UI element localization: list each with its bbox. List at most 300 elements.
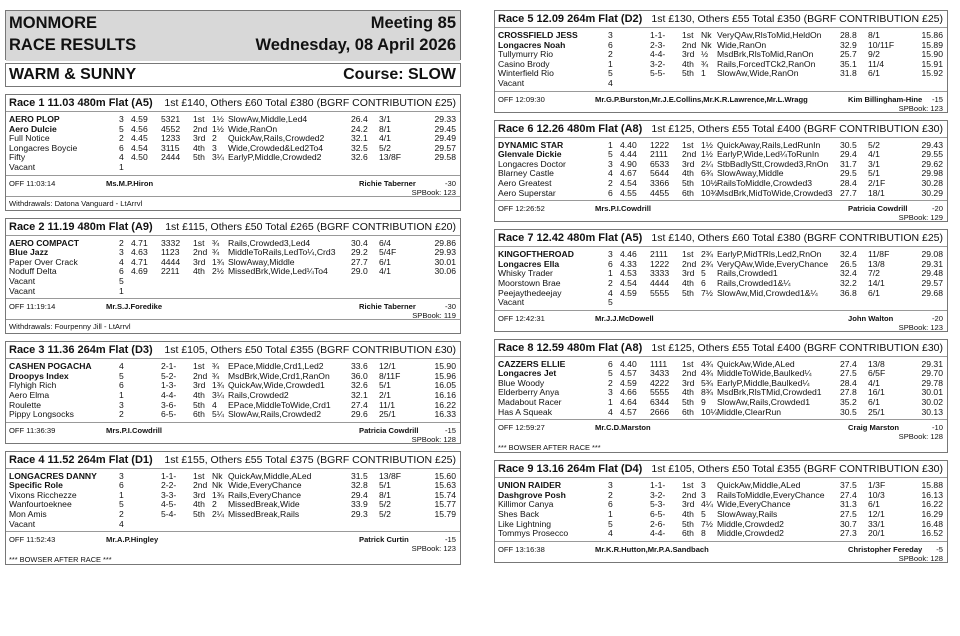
race-comment: QuickAw,Middle,ALed bbox=[717, 480, 801, 491]
trap-number: 4 bbox=[608, 168, 613, 179]
finish-margin: ¾ bbox=[212, 247, 220, 258]
sectional-positions: 1222 bbox=[650, 139, 670, 150]
runner-weight: 4.54 bbox=[131, 142, 148, 153]
runner-row bbox=[495, 189, 947, 199]
sectional-positions: 5321 bbox=[161, 114, 181, 124]
finish-time: 16.48 bbox=[921, 518, 943, 529]
race-comment: VeryQAw,RlsToMid,HeldOn bbox=[717, 30, 822, 40]
trap-number: 1 bbox=[608, 509, 613, 520]
finish-time: 29.86 bbox=[434, 237, 456, 248]
race-title: Race 3 11.36 264m Flat (D3) bbox=[9, 344, 153, 357]
race-prizes: 1st £155, Others £55 Total £375 (BGRF CONTRIBUTION £25) bbox=[164, 453, 456, 466]
finish-time: 16.52 bbox=[921, 528, 943, 539]
finish-margin: ¾ bbox=[212, 237, 220, 248]
trap-number: 3 bbox=[119, 399, 124, 410]
finish-margin: 10¾ bbox=[701, 187, 718, 198]
starting-price: 12/1 bbox=[379, 361, 396, 372]
finish-position: 2nd bbox=[193, 123, 208, 134]
runner-list bbox=[495, 138, 947, 201]
finish-position: 2nd bbox=[193, 370, 208, 381]
starting-price: 5/2 bbox=[379, 499, 391, 510]
runner-name: Paper Over Crack bbox=[9, 256, 78, 267]
runner-weight: 4.64 bbox=[620, 397, 637, 408]
race-card bbox=[494, 460, 948, 563]
runner-list bbox=[495, 357, 947, 420]
favourite-margin: -30 bbox=[445, 178, 456, 188]
starting-price: 5/2 bbox=[868, 139, 880, 150]
trap-number: 4 bbox=[119, 256, 124, 267]
finish-margin: Nk bbox=[212, 480, 223, 491]
finish-time: 15.86 bbox=[921, 30, 943, 40]
runner-name: Flyhigh Rich bbox=[9, 380, 57, 391]
finish-position: 4th bbox=[193, 389, 205, 400]
trap-number: 2 bbox=[608, 377, 613, 388]
starting-price: 6/1 bbox=[868, 287, 880, 298]
race-comment: MissedBrk,Wide,Led¼To4 bbox=[228, 266, 328, 277]
sectional-positions: 2111 bbox=[650, 249, 668, 260]
favourite-margin: -15 bbox=[445, 425, 456, 435]
right-column bbox=[494, 10, 948, 563]
sectional-time: 27.4 bbox=[840, 358, 857, 369]
runner-name: Blue Woody bbox=[498, 377, 545, 388]
sectional-time: 27.4 bbox=[351, 399, 368, 410]
trainer-name: Craig Marston bbox=[848, 423, 900, 433]
trap-number: 4 bbox=[608, 528, 613, 539]
sp-book: SPBook: 123 bbox=[411, 187, 456, 197]
race-title: Race 7 12.42 480m Flat (A5) bbox=[498, 232, 643, 245]
runner-name: Longacres Jet bbox=[498, 368, 557, 379]
finish-position: 1st bbox=[193, 237, 205, 248]
finish-margin: 1½ bbox=[212, 114, 224, 124]
finish-position: 2nd bbox=[193, 480, 208, 491]
finish-time: 16.05 bbox=[434, 380, 456, 391]
race-comment: Rails,ForcedTCk2,RanOn bbox=[717, 58, 816, 69]
race-comment: QuickAway,Rails,LedRunIn bbox=[717, 139, 821, 150]
starting-price: 12/1 bbox=[868, 509, 885, 520]
race-comment: VeryQAw,Wide,EveryChance bbox=[717, 258, 829, 269]
sectional-positions: 5-5- bbox=[650, 68, 666, 79]
finish-margin: ¾ bbox=[212, 361, 220, 372]
finish-time: 29.58 bbox=[434, 152, 456, 163]
finish-margin: 2¾ bbox=[701, 258, 713, 269]
race-comment: Middle,Crowded2 bbox=[717, 528, 784, 539]
finish-time: 15.90 bbox=[921, 49, 943, 60]
finish-margin: ½ bbox=[701, 49, 709, 60]
sectional-positions: 3-6- bbox=[161, 399, 177, 410]
starting-price: 6/5F bbox=[868, 368, 886, 379]
starting-price: 13/8 bbox=[868, 358, 885, 369]
race-footer bbox=[6, 422, 460, 443]
runner-list bbox=[6, 469, 460, 532]
race-comment: EarlyP,MidTRls,Led2,RnOn bbox=[717, 249, 822, 260]
results-title: RACE RESULTS bbox=[9, 36, 137, 54]
finish-position: 4th bbox=[682, 168, 694, 179]
race-comment: SlowAway,Rails bbox=[717, 509, 778, 520]
race-comment: Rails,Crowded1&¼ bbox=[717, 277, 791, 288]
trainers: Mrs.P.I.Cowdrill bbox=[106, 425, 162, 435]
finish-position: 3rd bbox=[682, 499, 695, 510]
sectional-positions: 4-5- bbox=[161, 499, 177, 510]
sectional-time: 30.7 bbox=[840, 518, 857, 529]
finish-margin: 2¼ bbox=[212, 509, 224, 520]
off-time: OFF 11:36:39 bbox=[9, 425, 56, 435]
sectional-time: 27.8 bbox=[840, 387, 857, 398]
course-condition: Course: SLOW bbox=[343, 66, 456, 83]
finish-position: 2nd bbox=[682, 368, 697, 379]
starting-price: 13/8F bbox=[379, 470, 401, 481]
sectional-time: 24.2 bbox=[351, 123, 368, 134]
trap-number: 6 bbox=[119, 480, 124, 491]
finish-margin: 1½ bbox=[701, 139, 713, 150]
sectional-time: 36.8 bbox=[840, 287, 857, 298]
finish-position: 5th bbox=[682, 177, 694, 188]
sectional-time: 30.5 bbox=[840, 139, 857, 150]
race-footer bbox=[495, 91, 947, 112]
starting-price: 6/1 bbox=[868, 499, 880, 510]
favourite-margin: -30 bbox=[445, 302, 456, 312]
finish-position: 2nd bbox=[193, 247, 208, 258]
trap-number: 3 bbox=[119, 247, 124, 258]
trainers: Mr.C.D.Marston bbox=[595, 423, 651, 433]
sectional-time: 26.5 bbox=[840, 258, 857, 269]
starting-price: 10/3 bbox=[868, 489, 885, 500]
sectional-time: 35.1 bbox=[840, 58, 857, 69]
race-footer bbox=[495, 200, 947, 221]
finish-position: 4th bbox=[682, 277, 694, 288]
finish-time: 30.02 bbox=[921, 397, 943, 408]
starting-price: 5/1 bbox=[379, 380, 391, 391]
withdrawals: Withdrawals: Datona Vanguard - LtArrvl bbox=[6, 196, 460, 210]
runner-name: Longacres Ella bbox=[498, 258, 560, 269]
runner-weight: 4.63 bbox=[131, 247, 148, 258]
race-comment: Middle,ClearRun bbox=[717, 406, 782, 417]
runner-name: CASHEN POGACHA bbox=[9, 361, 92, 372]
runner-row bbox=[495, 79, 947, 89]
race-comment: Wide,Crowded&Led2To4 bbox=[228, 142, 324, 153]
finish-margin: 4¾ bbox=[701, 368, 713, 379]
finish-position: 2nd bbox=[682, 149, 697, 160]
race-header bbox=[6, 219, 460, 236]
race-prizes: 1st £115, Others £50 Total £265 (BGRF CONTRIBUTION £20) bbox=[165, 220, 456, 233]
off-time: OFF 11:19:14 bbox=[9, 302, 56, 312]
finish-time: 29.68 bbox=[921, 287, 943, 298]
runner-row bbox=[495, 408, 947, 418]
runner-name: Vacant bbox=[9, 161, 36, 172]
trap-number: 1 bbox=[608, 58, 613, 69]
runner-name: Moorstown Brae bbox=[498, 277, 561, 288]
favourite-margin: -20 bbox=[932, 204, 943, 214]
trainer-name: Patricia Cowdrill bbox=[359, 425, 419, 435]
finish-position: 6th bbox=[682, 528, 694, 539]
finish-margin: 6¾ bbox=[701, 168, 713, 179]
starting-price: 2/1F bbox=[868, 177, 886, 188]
trap-number: 5 bbox=[608, 297, 613, 308]
sectional-positions: 5-4- bbox=[161, 509, 177, 520]
runner-weight: 4.53 bbox=[620, 268, 637, 279]
runner-name: Elderberry Anya bbox=[498, 387, 560, 398]
meeting-date: Wednesday, 08 April 2026 bbox=[255, 36, 456, 54]
runner-list bbox=[495, 478, 947, 541]
sectional-time: 32.4 bbox=[840, 268, 857, 279]
race-comment: RailsToMiddle,Crowded3 bbox=[717, 177, 813, 188]
starting-price: 6/4 bbox=[379, 237, 391, 248]
race-footer bbox=[6, 298, 460, 319]
finish-time: 29.62 bbox=[921, 158, 943, 169]
finish-time: 16.29 bbox=[921, 509, 943, 520]
sectional-positions: 6533 bbox=[650, 158, 670, 169]
trap-number: 5 bbox=[119, 123, 124, 134]
race-footer bbox=[495, 419, 947, 440]
trap-number: 2 bbox=[119, 409, 124, 420]
race-comment: Rails,Crowded2 bbox=[228, 389, 289, 400]
runner-name: Noduff Delta bbox=[9, 266, 57, 277]
starting-price: 11/4 bbox=[868, 58, 885, 69]
sectional-time: 29.4 bbox=[351, 489, 368, 500]
starting-price: 3/1 bbox=[379, 114, 391, 124]
finish-margin: 5 bbox=[701, 268, 706, 279]
trap-number: 3 bbox=[608, 249, 613, 260]
results-header bbox=[5, 10, 461, 60]
runner-name: Vacant bbox=[9, 518, 36, 529]
finish-position: 1st bbox=[193, 114, 205, 124]
race-comment: RailsToMiddle,EveryChance bbox=[717, 489, 825, 500]
race-comment: EPace,MiddleToWide,Crd1 bbox=[228, 399, 331, 410]
sectional-positions: 5555 bbox=[650, 287, 670, 298]
race-prizes: 1st £105, Others £50 Total £355 (BGRF CONTRIBUTION £30) bbox=[651, 463, 943, 476]
race-note: *** BOWSER AFTER RACE *** bbox=[498, 443, 601, 453]
finish-time: 15.90 bbox=[434, 361, 456, 372]
finish-position: 3rd bbox=[682, 158, 695, 169]
sp-book: SPBook: 128 bbox=[898, 553, 943, 563]
sectional-positions: 3115 bbox=[161, 142, 180, 153]
starting-price: 8/1 bbox=[868, 30, 880, 40]
sectional-positions: 2-3- bbox=[650, 39, 666, 50]
starting-price: 4/1 bbox=[868, 377, 880, 388]
race-prizes: 1st £105, Others £50 Total £355 (BGRF CONTRIBUTION £30) bbox=[164, 344, 456, 357]
finish-margin: Nk bbox=[701, 39, 712, 50]
trap-number: 2 bbox=[119, 509, 124, 520]
trap-number: 1 bbox=[608, 268, 613, 279]
runner-weight: 4.54 bbox=[620, 177, 637, 188]
runner-name: Blue Jazz bbox=[9, 247, 49, 258]
finish-position: 5th bbox=[682, 287, 694, 298]
runner-row bbox=[495, 289, 947, 299]
finish-margin: ¾ bbox=[701, 58, 709, 69]
trainer-name: Kim Billingham-Hine bbox=[848, 94, 923, 104]
finish-position: 3rd bbox=[193, 380, 206, 391]
finish-position: 1st bbox=[682, 480, 694, 491]
sectional-time: 33.9 bbox=[351, 499, 368, 510]
runner-weight: 4.54 bbox=[620, 277, 637, 288]
sectional-time: 32.4 bbox=[840, 249, 857, 260]
runner-name: Longacres Noah bbox=[498, 39, 566, 50]
trap-number: 2 bbox=[608, 489, 613, 500]
finish-position: 2nd bbox=[682, 258, 697, 269]
trap-number: 6 bbox=[608, 187, 613, 198]
runner-name: Full Notice bbox=[9, 133, 50, 144]
finish-time: 15.60 bbox=[434, 470, 456, 481]
finish-position: 1st bbox=[682, 249, 694, 260]
starting-price: 6/1 bbox=[379, 256, 391, 267]
runner-name: AERO PLOP bbox=[9, 114, 60, 124]
finish-time: 15.88 bbox=[921, 480, 943, 491]
runner-list bbox=[6, 112, 460, 175]
runner-name: Killimor Canya bbox=[498, 499, 554, 510]
finish-margin: 4 bbox=[212, 399, 217, 410]
finish-margin: 2¼ bbox=[701, 158, 713, 169]
race-comment: Wide,EveryChance bbox=[717, 499, 791, 510]
sectional-time: 27.7 bbox=[840, 187, 857, 198]
starting-price: 25/1 bbox=[379, 409, 396, 420]
sectional-positions: 4-4- bbox=[650, 528, 666, 539]
race-title: Race 4 11.52 264m Flat (D1) bbox=[9, 453, 153, 466]
runner-weight: 4.57 bbox=[620, 406, 637, 417]
race-comment: QuickAw,Rails,Crowded2 bbox=[228, 133, 325, 144]
trainers: Mr.A.P.Hingley bbox=[106, 535, 159, 545]
finish-margin: 8 bbox=[701, 528, 706, 539]
weather: WARM & SUNNY bbox=[9, 66, 137, 83]
finish-margin: 1½ bbox=[701, 149, 713, 160]
race-comment: MsdBrk,Wide,Crd1,RanOn bbox=[228, 370, 330, 381]
runner-name: Casino Brody bbox=[498, 58, 550, 69]
sectional-time: 31.8 bbox=[840, 68, 857, 79]
sectional-positions: 3-3- bbox=[161, 489, 177, 500]
trainers: Mr.G.P.Burston,Mr.J.E.Collins,Mr.K.R.Lawrence,Mr.L.Wragg bbox=[595, 94, 808, 104]
runner-name: UNION RAIDER bbox=[498, 480, 562, 491]
sectional-time: 32.1 bbox=[351, 389, 368, 400]
finish-position: 5th bbox=[682, 518, 694, 529]
trap-number: 1 bbox=[119, 285, 124, 296]
race-header bbox=[495, 11, 947, 28]
race-title: Race 9 13.16 264m Flat (D4) bbox=[498, 463, 643, 476]
race-prizes: 1st £140, Others £60 Total £380 (BGRF CONTRIBUTION £25) bbox=[164, 97, 456, 109]
finish-position: 4th bbox=[193, 266, 205, 277]
starting-price: 16/1 bbox=[868, 387, 885, 398]
race-card bbox=[494, 229, 948, 332]
sectional-time: 29.3 bbox=[351, 509, 368, 520]
favourite-margin: -20 bbox=[932, 313, 943, 323]
trap-number: 6 bbox=[608, 358, 613, 369]
starting-price: 14/1 bbox=[868, 277, 885, 288]
trap-number: 4 bbox=[119, 152, 124, 163]
starting-price: 3/1 bbox=[868, 158, 880, 169]
withdrawals: Withdrawals: Fourpenny Jill - LtArrvl bbox=[6, 319, 460, 333]
sectional-time: 31.5 bbox=[351, 470, 368, 481]
runner-name: Winterfield Rio bbox=[498, 68, 554, 79]
starting-price: 8/11F bbox=[379, 370, 401, 381]
sectional-positions: 2444 bbox=[161, 152, 181, 163]
finish-time: 30.01 bbox=[921, 387, 943, 398]
runner-row bbox=[6, 153, 460, 163]
finish-margin: 7½ bbox=[701, 287, 713, 298]
runner-weight: 4.45 bbox=[131, 133, 148, 144]
off-time: OFF 12:42:31 bbox=[498, 313, 545, 323]
runner-name: Longacres Doctor bbox=[498, 158, 566, 169]
race-header bbox=[6, 342, 460, 359]
finish-margin: 6 bbox=[701, 277, 706, 288]
sectional-positions: 5-3- bbox=[650, 499, 666, 510]
starting-price: 6/1 bbox=[868, 68, 880, 79]
race-card bbox=[5, 218, 461, 335]
runner-weight: 4.67 bbox=[620, 168, 637, 179]
runner-row bbox=[6, 277, 460, 287]
race-prizes: 1st £130, Others £55 Total £350 (BGRF CONTRIBUTION £25) bbox=[651, 13, 943, 25]
race-title: Race 1 11.03 480m Flat (A5) bbox=[9, 97, 153, 109]
finish-position: 4th bbox=[682, 387, 694, 398]
runner-name: Mon Amis bbox=[9, 509, 47, 520]
sectional-time: 27.5 bbox=[840, 368, 857, 379]
race-comment: EarlyP,Wide,Led¼ToRunIn bbox=[717, 149, 820, 160]
race-header bbox=[495, 230, 947, 247]
runner-name: Aero Elma bbox=[9, 389, 50, 400]
finish-time: 29.48 bbox=[921, 268, 943, 279]
sectional-positions: 2666 bbox=[650, 406, 670, 417]
race-comment: QuickAw,Middle,ALed bbox=[228, 470, 312, 481]
sectional-positions: 1222 bbox=[650, 258, 670, 269]
runner-row bbox=[6, 520, 460, 530]
race-title: Race 2 11.19 480m Flat (A9) bbox=[9, 220, 153, 233]
runner-weight: 4.69 bbox=[131, 266, 148, 277]
sectional-positions: 2-6- bbox=[650, 518, 666, 529]
starting-price: 7/2 bbox=[868, 268, 880, 279]
runner-name: Shes Back bbox=[498, 509, 540, 520]
favourite-margin: -5 bbox=[936, 544, 943, 554]
runner-name: Blarney Castle bbox=[498, 168, 554, 179]
favourite-margin: -15 bbox=[932, 94, 943, 104]
runner-list bbox=[495, 28, 947, 91]
runner-row bbox=[6, 163, 460, 173]
runner-weight: 4.40 bbox=[620, 139, 637, 150]
sp-book: SPBook: 128 bbox=[411, 434, 456, 444]
runner-weight: 4.59 bbox=[131, 114, 148, 124]
runner-name: Vacant bbox=[498, 77, 525, 88]
race-comment: SlowAway,Middle bbox=[717, 168, 784, 179]
runner-row bbox=[6, 510, 460, 520]
race-title: Race 8 12.59 480m Flat (A8) bbox=[498, 341, 643, 354]
race-prizes: 1st £140, Others £60 Total £380 (BGRF CONTRIBUTION £25) bbox=[651, 232, 943, 245]
starting-price: 4/1 bbox=[379, 133, 391, 144]
finish-margin: 5¼ bbox=[212, 409, 224, 420]
race-comment: Rails,Crowded1 bbox=[717, 268, 778, 279]
sectional-positions: 5644 bbox=[650, 168, 670, 179]
finish-position: 1st bbox=[193, 361, 205, 372]
runner-weight: 4.59 bbox=[620, 287, 637, 298]
sectional-time: 27.5 bbox=[840, 509, 857, 520]
finish-time: 30.01 bbox=[434, 256, 456, 267]
trap-number: 5 bbox=[119, 275, 124, 286]
finish-time: 29.43 bbox=[921, 139, 943, 150]
runner-row bbox=[6, 410, 460, 420]
race-footer bbox=[495, 541, 947, 562]
race-prizes: 1st £125, Others £55 Total £400 (BGRF CONTRIBUTION £30) bbox=[651, 341, 943, 354]
sectional-time: 28.4 bbox=[840, 377, 857, 388]
finish-position: 3rd bbox=[682, 377, 695, 388]
runner-name: Tullymurry Rio bbox=[498, 49, 554, 60]
trap-number: 3 bbox=[608, 30, 613, 40]
runner-list bbox=[6, 359, 460, 422]
finish-time: 16.33 bbox=[434, 409, 456, 420]
runner-name: Roulette bbox=[9, 399, 42, 410]
finish-margin: 2 bbox=[212, 133, 217, 144]
sectional-positions: 4-4- bbox=[161, 389, 177, 400]
trap-number: 5 bbox=[608, 149, 613, 160]
off-time: OFF 12:59:27 bbox=[498, 423, 545, 433]
trainer-name: Patrick Curtin bbox=[359, 535, 409, 545]
starting-price: 4/1 bbox=[868, 149, 880, 160]
sectional-positions: 5-2- bbox=[161, 370, 177, 381]
off-time: OFF 12:09:30 bbox=[498, 94, 545, 104]
race-header bbox=[495, 340, 947, 357]
